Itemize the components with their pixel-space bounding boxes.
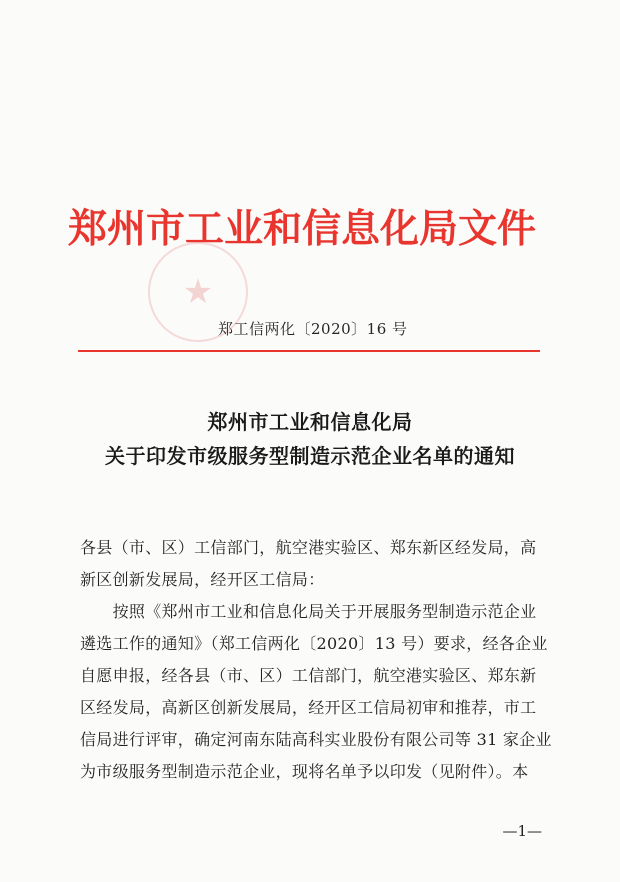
body-line: 新区创新发展局，经开区工信局： — [80, 570, 325, 589]
document-number: 郑工信两化〔2020〕16 号 — [218, 320, 408, 338]
notice-title-line-1: 郑州市工业和信息化局 — [207, 410, 413, 434]
body-line: 为市级服务型制造示范企业，现将名单予以印发（见附件）。本 — [80, 762, 529, 781]
body-line: 按照《郑州市工业和信息化局关于开展服务型制造示范企业 — [80, 602, 537, 621]
star-icon: ★ — [182, 272, 214, 312]
body-line: 各县（市、区）工信部门，航空港实验区、郑东新区经发局，高 — [80, 538, 537, 557]
notice-title-line-2: 关于印发市级服务型制造示范企业名单的通知 — [105, 444, 515, 468]
body-line: 自愿申报，经各县（市、区）工信部门，航空港实验区、郑东新 — [80, 666, 537, 685]
page-number: —1— — [502, 822, 542, 840]
header-divider — [78, 350, 540, 352]
body-line: 区经发局，高新区创新发展局，经开区工信局初审和推荐，市工 — [80, 698, 537, 717]
document-header-title: 郑州市工业和信息化局文件 — [68, 206, 537, 252]
body-line: 信局进行评审，确定河南东陆高科实业股份有限公司等 31 家企业 — [80, 730, 552, 749]
body-line: 遴选工作的通知》（郑工信两化〔2020〕13 号）要求，经各企业 — [80, 634, 548, 653]
